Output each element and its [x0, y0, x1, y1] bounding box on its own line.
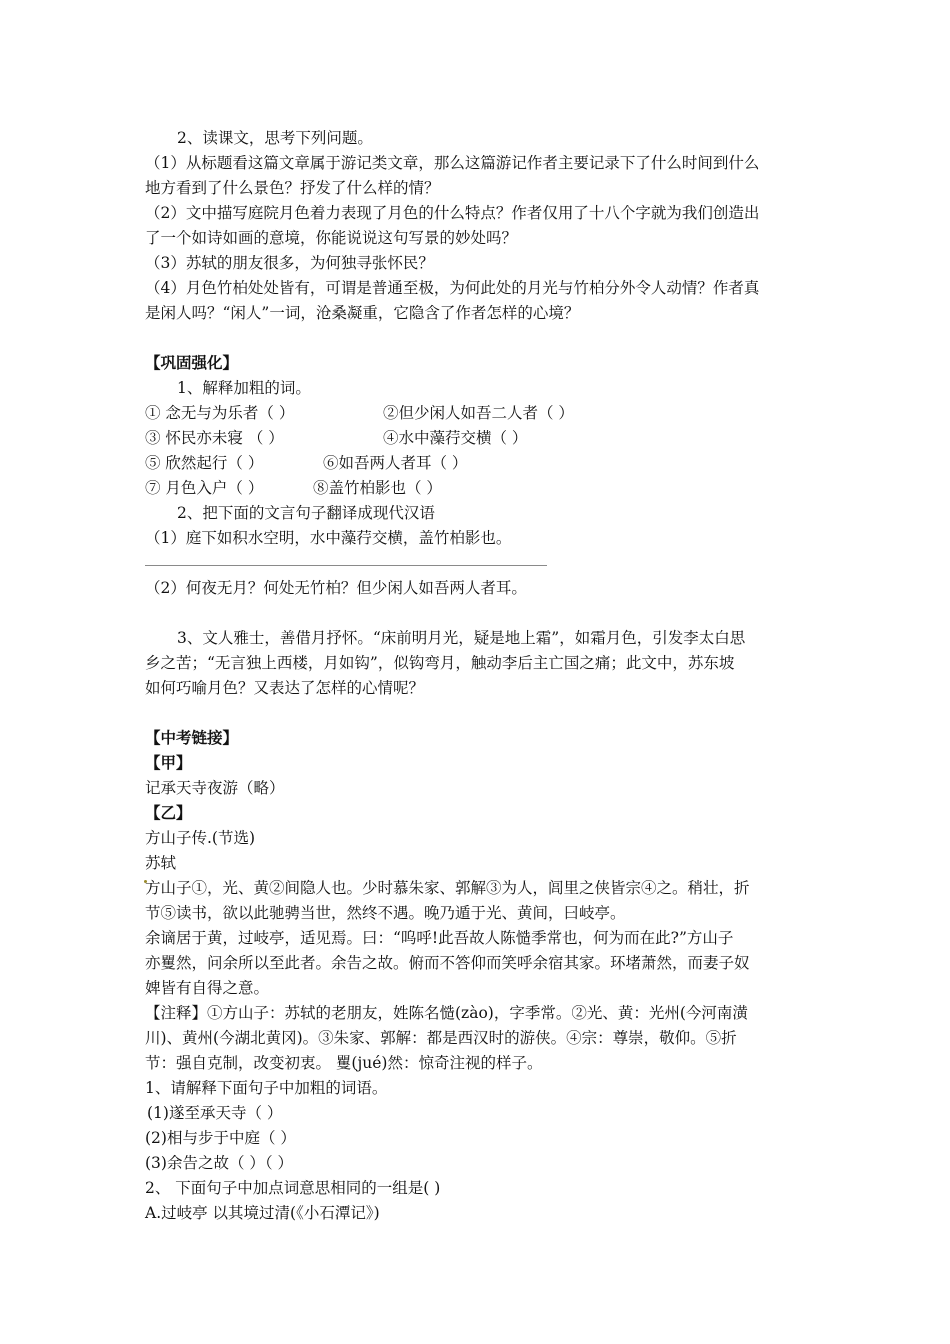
exercise-2-option-a: A.过岐亭 以其境过清(《小石潭记》) — [145, 1204, 380, 1222]
exercise-1: 1、请解释下面句子中加粗的词语。 — [145, 1079, 388, 1097]
question-3: （3）苏轼的朋友很多，为何独寻张怀民？ — [145, 254, 434, 272]
question-2-intro: 2、读课文，思考下列问题。 — [177, 129, 373, 147]
word-item-3: ③ 怀民亦未寝 （ ） — [145, 429, 284, 447]
exercise-1-item-1: (1)遂至承天寺（ ） — [147, 1104, 283, 1122]
translate-sentence-2: （2）何夜无月？何处无竹柏？但少闲人如吾两人者耳。 — [145, 579, 527, 597]
word-row-1 — [145, 403, 574, 423]
translate-sentence-1: （1）庭下如积水空明，水中藻荇交横，盖竹柏影也。 — [145, 529, 512, 547]
question-4-line-2: 是闲人吗？“闲人”一词，沧桑凝重，它隐含了作者怎样的心境？ — [145, 304, 580, 322]
exam-link-heading: 【中考链接】 — [145, 728, 239, 747]
text-jia-title: 记承天寺夜游（略） — [145, 779, 285, 797]
word-row-4 — [145, 478, 442, 498]
word-item-2: ②但少闲人如吾二人者（ ） — [383, 404, 574, 422]
word-item-6: ⑥如吾两人者耳（ ） — [323, 454, 468, 472]
author: 苏轼 — [145, 854, 177, 872]
word-item-5: ⑤ 欣然起行（ ） — [145, 454, 264, 472]
passage-1-line-1: 方山子①，光、黄②间隐人也。少时慕朱家、郭解③为人，闾里之侠皆宗④之。稍壮，折 — [145, 879, 750, 897]
label-yi: 【乙】 — [145, 803, 192, 822]
word-item-4: ④水中藻荇交横（ ） — [383, 429, 528, 447]
question-1-line-2: 地方看到了什么景色？抒发了什么样的情？ — [145, 179, 440, 197]
word-item-8: ⑧盖竹柏影也（ ） — [313, 479, 442, 497]
consolidate-task-1: 1、解释加粗的词。 — [177, 379, 311, 397]
text-yi-title: 方山子传.(节选) — [145, 829, 256, 847]
note-line-2: 川)、黄州(今湖北黄冈)。③朱家、郭解：都是西汉时的游侠。④宗：尊崇，敬仰。⑤折 — [145, 1029, 737, 1047]
word-item-7: ⑦ 月色入户（ ） — [145, 479, 264, 497]
consolidate-task-2: 2、把下面的文言句子翻译成现代汉语 — [177, 504, 435, 522]
note-line-3: 节：强自克制，改变初衷。 矍(jué)然：惊奇注视的样子。 — [145, 1054, 543, 1072]
word-row-3 — [145, 453, 467, 473]
task-3-line-1: 3、文人雅士，善借月抒怀。“床前明月光，疑是地上霜”，如霜月色，引发李太白思 — [177, 629, 746, 647]
task-3-line-2: 乡之苦；“无言独上西楼，月如钩”，似钩弯月，触动李后主亡国之痛；此文中，苏东坡 — [145, 654, 735, 672]
note-line-1: 【注释】①方山子：苏轼的老朋友，姓陈名慥(zào)，字季常。②光、黄：光州(今河南潢 — [145, 1004, 748, 1022]
question-1-line-1: （1）从标题看这篇文章属于游记类文章，那么这篇游记作者主要记录下了什么时间到什么 — [145, 154, 760, 172]
passage-1-line-2: 节⑤读书，欲以此驰骋当世，然终不遇。晚乃遁于光、黄间，曰岐亭。 — [145, 904, 626, 922]
answer-line — [145, 565, 547, 566]
passage-2-line-2: 亦矍然，问余所以至此者。余告之故。俯而不答仰而笑呼余宿其家。环堵萧然，而妻子奴 — [145, 954, 750, 972]
word-row-2 — [145, 428, 527, 448]
exercise-1-item-3: (3)余告之故（ ）（ ） — [145, 1154, 294, 1172]
exercise-1-item-2: (2)相与步于中庭（ ） — [145, 1129, 296, 1147]
task-3-line-3: 如何巧喻月色？又表达了怎样的心情呢？ — [145, 679, 425, 697]
question-2-line-1: （2）文中描写庭院月色着力表现了月色的什么特点？作者仅用了十八个字就为我们创造出 — [145, 204, 760, 222]
question-4-line-1: （4）月色竹柏处处皆有，可谓是普通至极，为何此处的月光与竹柏分外令人动情？作者真 — [145, 279, 760, 297]
passage-2-line-1: 余谪居于黄，过岐亭，适见焉。曰：“呜呼!此吾故人陈慥季常也，何为而在此?”方山子 — [145, 929, 734, 947]
exercise-2: 2、 下面句子中加点词意思相同的一组是( ) — [145, 1179, 441, 1197]
passage-2-line-3: 婢皆有自得之意。 — [145, 979, 270, 997]
word-item-1: ① 念无与为乐者（ ） — [145, 404, 295, 422]
question-2-line-2: 了一个如诗如画的意境，你能说说这句写景的妙处吗？ — [145, 229, 518, 247]
consolidate-heading: 【巩固强化】 — [145, 353, 239, 372]
label-jia: 【甲】 — [145, 753, 192, 772]
